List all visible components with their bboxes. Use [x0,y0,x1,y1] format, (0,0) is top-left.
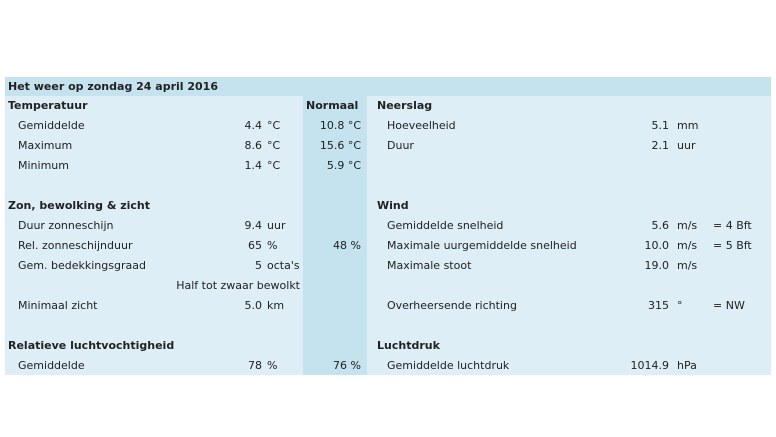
precip-duration-value: 2.1 [651,139,669,152]
temp-min-normal: 5.9 °C [326,159,361,172]
precip-amount-label: Hoeveelheid [387,119,456,132]
precip-amount-value: 5.1 [651,119,669,132]
sun-relative-unit: % [267,239,278,252]
temp-max-label: Maximum [18,139,73,152]
wind-max-hourly-bft: = 5 Bft [713,239,752,252]
temp-min-value: 1.4 [244,159,262,172]
pressure-avg-unit: hPa [677,359,697,372]
precipitation-title: Neerslag [377,99,433,112]
precip-duration-label: Duur [387,139,414,152]
temperature-title: Temperatuur [8,99,88,112]
wind-max-hourly-label: Maximale uurgemiddelde snelheid [387,239,577,252]
sun-relative-label: Rel. zonneschijnduur [18,239,133,252]
visibility-label: Minimaal zicht [18,299,98,312]
temp-max-value: 8.6 [244,139,262,152]
normal-header: Normaal [306,99,359,112]
humidity-avg-value: 78 [248,359,262,372]
wind-avg-bft: = 4 Bft [713,219,752,232]
wind-direction-label: Overheersende richting [387,299,517,312]
humidity-title: Relatieve luchtvochtigheid [8,339,175,352]
table-header [5,77,771,96]
wind-direction-compass: = NW [713,299,745,312]
cloud-description: Half tot zwaar bewolkt [176,279,300,292]
wind-avg-label: Gemiddelde snelheid [387,219,504,232]
pressure-avg-value: 1014.9 [630,359,669,372]
sun-duration-unit: uur [267,219,286,232]
sun-relative-value: 65 [248,239,262,252]
temp-avg-normal: 10.8 °C [319,119,361,132]
humidity-avg-unit: % [267,359,278,372]
sun-relative-normal: 48 % [333,239,361,252]
normal-column [303,96,367,375]
humidity-avg-label: Gemiddelde [18,359,85,372]
wind-direction-value: 315 [648,299,669,312]
wind-gust-value: 19.0 [644,259,669,272]
wind-gust-unit: m/s [677,259,698,272]
wind-avg-unit: m/s [677,219,698,232]
temp-avg-label: Gemiddelde [18,119,85,132]
temp-min-unit: °C [267,159,281,172]
temp-max-unit: °C [267,139,281,152]
wind-gust-label: Maximale stoot [387,259,472,272]
pressure-title: Luchtdruk [377,339,440,352]
cloud-cover-value: 5 [255,259,262,272]
humidity-avg-normal: 76 % [333,359,361,372]
visibility-value: 5.0 [244,299,262,312]
temp-avg-value: 4.4 [244,119,262,132]
wind-title: Wind [377,199,409,212]
wind-direction-unit: ° [677,299,683,312]
page-title: Het weer op zondag 24 april 2016 [8,80,218,93]
precip-amount-unit: mm [677,119,699,132]
visibility-unit: km [267,299,285,312]
sun-duration-label: Duur zonneschijn [18,219,114,232]
precip-duration-unit: uur [677,139,696,152]
wind-max-hourly-value: 10.0 [644,239,669,252]
cloud-cover-unit: octa's [267,259,300,272]
temp-max-normal: 15.6 °C [319,139,361,152]
weather-table [5,77,771,375]
temp-avg-unit: °C [267,119,281,132]
cloud-cover-label: Gem. bedekkingsgraad [18,259,146,272]
temp-min-label: Minimum [18,159,69,172]
sun-duration-value: 9.4 [244,219,262,232]
sun-title: Zon, bewolking & zicht [8,199,151,212]
wind-avg-value: 5.6 [651,219,669,232]
wind-max-hourly-unit: m/s [677,239,698,252]
pressure-avg-label: Gemiddelde luchtdruk [387,359,510,372]
